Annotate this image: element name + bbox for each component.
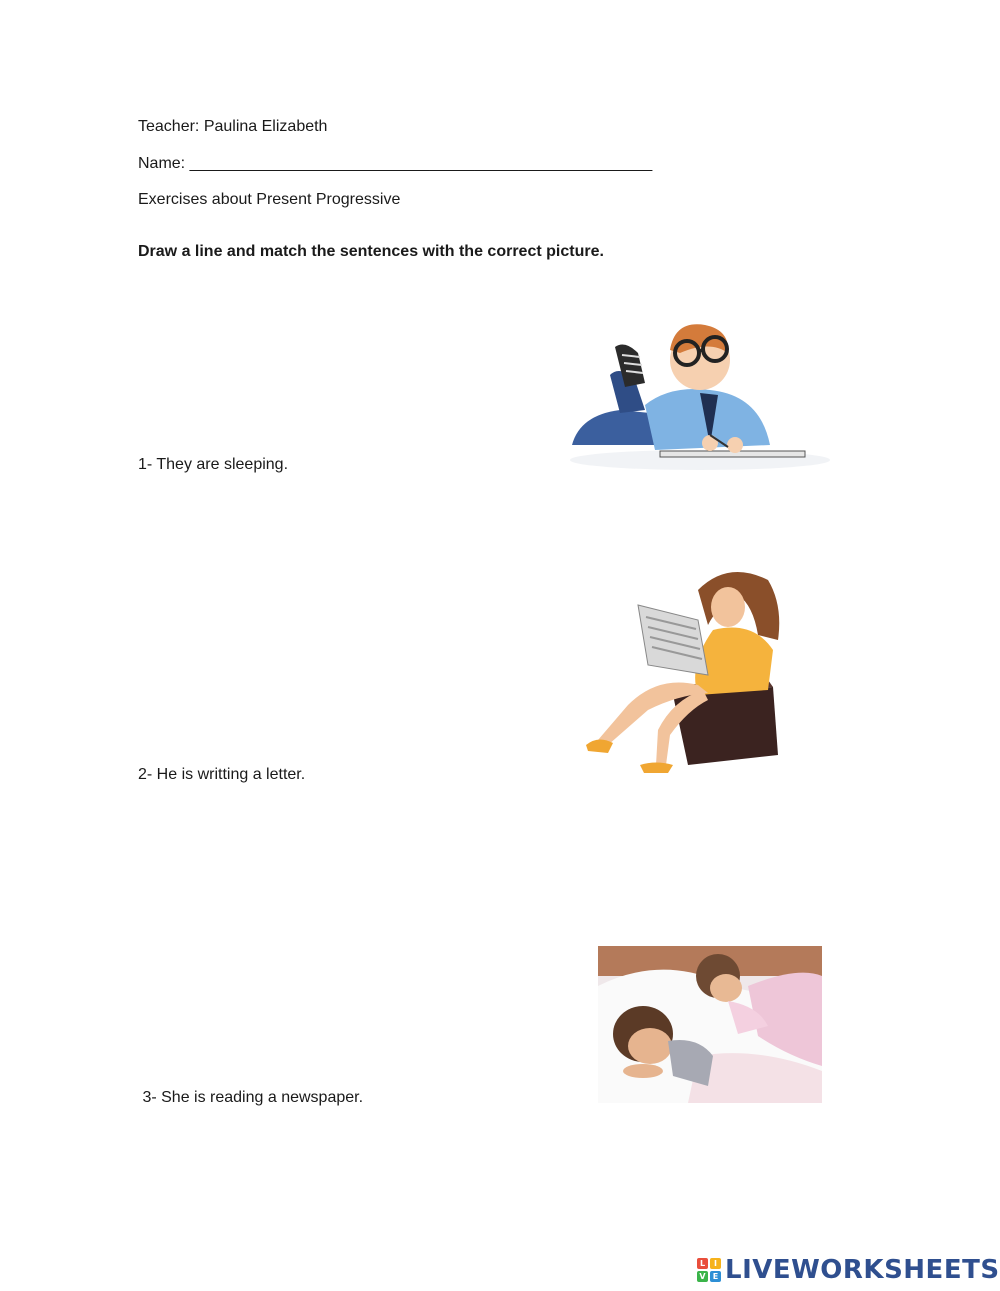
- boy-writing-illustration: [560, 305, 830, 475]
- instruction-text: Draw a line and match the sentences with the correct picture.: [138, 243, 604, 260]
- teacher-line: Teacher: Paulina Elizabeth: [138, 118, 328, 135]
- boy-writing-picture[interactable]: [560, 305, 830, 475]
- brand-text: LIVEWORKSHEETS: [725, 1255, 1000, 1285]
- liveworksheets-logo: [697, 1256, 1000, 1284]
- sentence-1[interactable]: 1- They are sleeping.: [138, 456, 289, 473]
- sentence-2[interactable]: 2- He is writting a letter.: [138, 766, 306, 783]
- children-sleeping-picture[interactable]: [598, 946, 822, 1103]
- exercise-subject: Exercises about Present Progressive: [138, 191, 401, 208]
- sentence-3[interactable]: 3- She is reading a newspaper.: [138, 1089, 364, 1106]
- children-sleeping-photo: [598, 946, 822, 1103]
- woman-reading-illustration: [578, 565, 793, 780]
- brand-grid-icon: L I V E: [697, 1258, 721, 1282]
- student-name-line[interactable]: Name: ____________________________________________________: [138, 155, 653, 172]
- woman-reading-picture[interactable]: [578, 565, 793, 780]
